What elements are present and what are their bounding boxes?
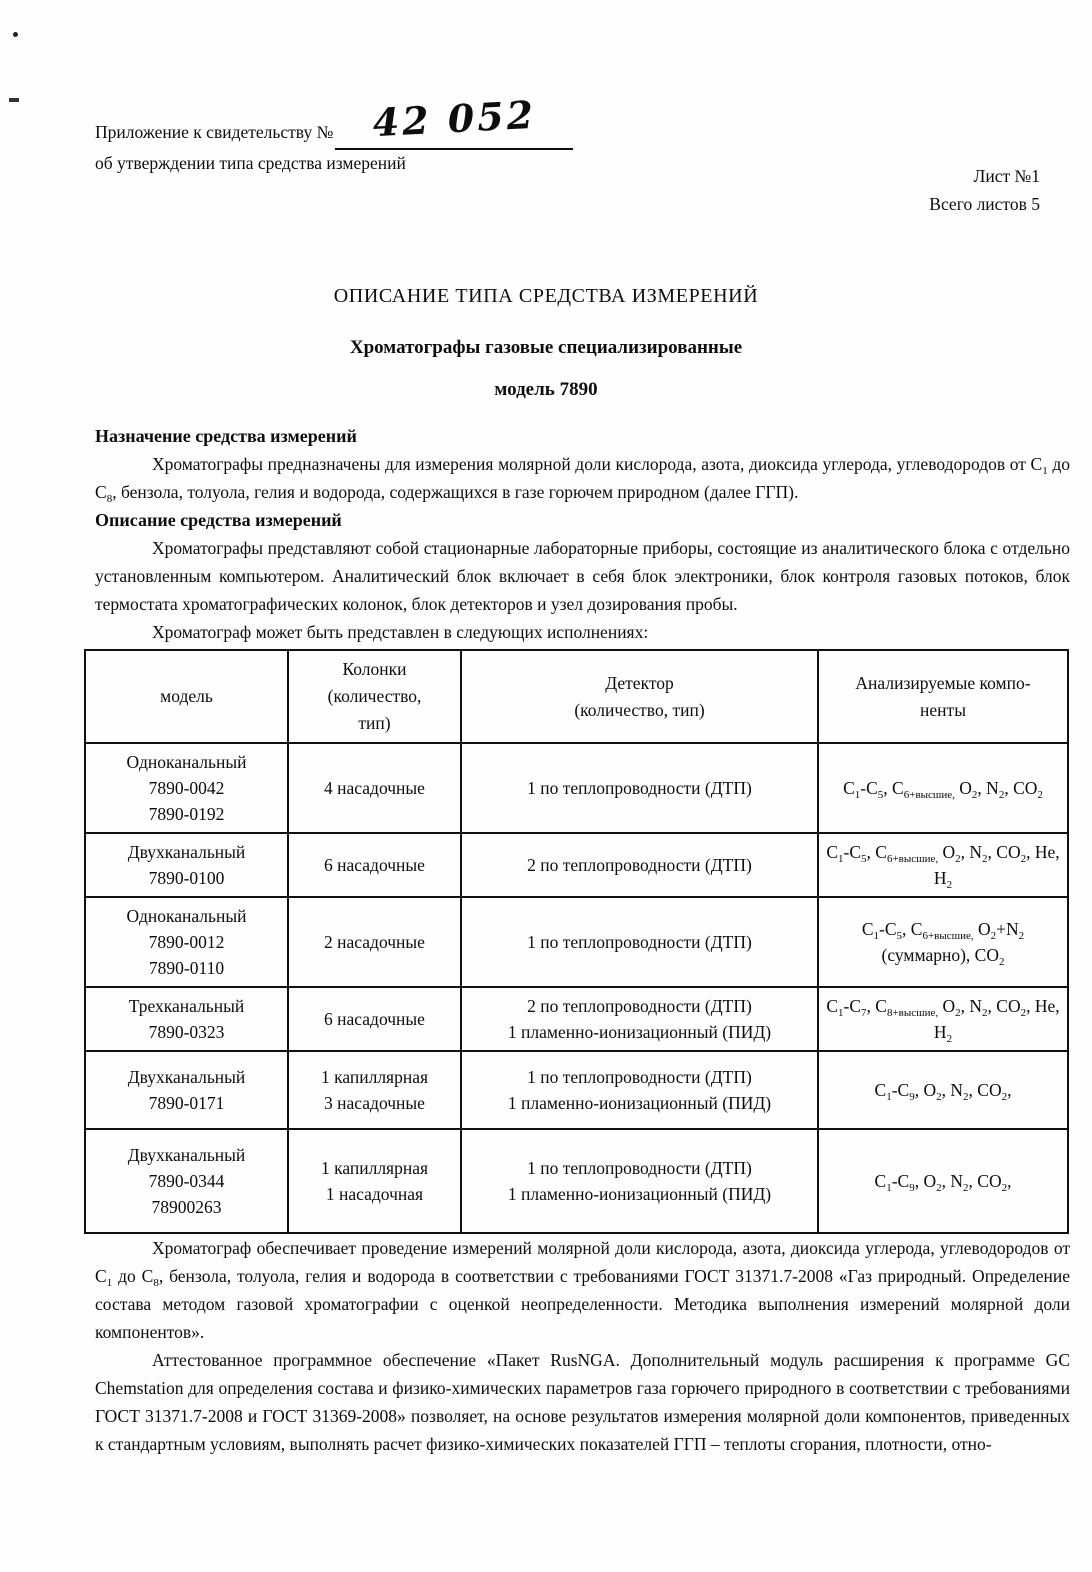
cell-columns: 4 насадочные — [288, 743, 461, 833]
cell-components: $C_1-C_5$, $C_{6+высшие,}$ $O_2$, $N_2$, $CO_2$ — [818, 743, 1068, 833]
table-intro-paragraph: Хроматограф может быть представлен в следующих исполнениях: — [152, 622, 649, 642]
scan-artifact-dot — [13, 32, 18, 37]
models-table — [84, 649, 1069, 1234]
table-header-cell: модель — [85, 650, 288, 743]
table-row — [85, 1051, 1068, 1129]
cell-detector: 1 по теплопроводности (ДТП) — [461, 897, 818, 987]
table-row — [85, 987, 1068, 1051]
cell-columns: 2 насадочные — [288, 897, 461, 987]
purpose-paragraph: Хроматографы предназначены для измерения молярной доли кислорода, азота, диоксида углерода, углеводородов от $C_1$ до $C_8$, бензола, толуола, гелия и водорода, содержащихся в газе горючем природном (далее ГГП). — [95, 454, 1070, 505]
cell-components: $C_1-C_5$, $C_{6+высшие,}$ $O_2+N_2$ (суммарно), $CO_2$ — [818, 897, 1068, 987]
cell-columns: 6 насадочные — [288, 987, 461, 1051]
cell-components: $C_1-C_5$, $C_{6+высшие,}$ $O_2$, $N_2$, $CO_2$, He, $H_2$ — [818, 833, 1068, 897]
annex-line1 — [95, 91, 735, 150]
doc-subtitle: Хроматографы газовые специализированные — [349, 337, 743, 358]
description-paragraph: Хроматографы представляют собой стационарные лабораторные приборы, состоящие из аналитического блока с отдельно установленным компьютером. Аналитический блок включает в себя блок электроники, блок контроля газовых потоков, блок термостата хроматографических колонок, блок детекторов и узел дозирования пробы. — [95, 538, 1070, 614]
table-header-cell: Колонки (количество, тип) — [288, 650, 461, 743]
cell-detector: 2 по теплопроводности (ДТП) — [461, 833, 818, 897]
cell-model: Двухканальный 7890-0171 — [85, 1051, 288, 1129]
cell-model: Одноканальный 7890-0042 7890-0192 — [85, 743, 288, 833]
cell-components: $C_1-C_9$, $O_2$, $N_2$, $CO_2$, — [818, 1051, 1068, 1129]
table-row — [85, 897, 1068, 987]
cell-columns: 6 насадочные — [288, 833, 461, 897]
table-row — [85, 833, 1068, 897]
cell-components: $C_1-C_7$, $C_{8+высшие,}$ $O_2$, $N_2$, $CO_2$, He, $H_2$ — [818, 987, 1068, 1051]
table-header-cell: Детектор (количество, тип) — [461, 650, 818, 743]
section-purpose-heading: Назначение средства измерений — [95, 426, 357, 446]
doc-title: ОПИСАНИЕ ТИПА СРЕДСТВА ИЗМЕРЕНИЙ — [333, 285, 759, 307]
sheet-info — [929, 163, 1040, 218]
cell-detector: 2 по теплопроводности (ДТП) 1 пламенно-ионизационный (ПИД) — [461, 987, 818, 1051]
cell-model: Двухканальный 7890-0344 78900263 — [85, 1129, 288, 1233]
cell-columns: 1 капиллярная 3 насадочные — [288, 1051, 461, 1129]
sheet-number: Лист №1 — [973, 166, 1040, 186]
cell-model: Двухканальный 7890-0100 — [85, 833, 288, 897]
annex-header — [95, 91, 735, 177]
annex-line1-prefix: Приложение к свидетельству № — [95, 122, 334, 142]
cell-detector: 1 по теплопроводности (ДТП) 1 пламенно-ионизационный (ПИД) — [461, 1129, 818, 1233]
main-content — [95, 422, 1070, 1458]
models-table-head-row — [85, 650, 1068, 743]
table-row — [85, 1129, 1068, 1233]
section-description-heading: Описание средства измерений — [95, 510, 342, 530]
annex-number: 42 052 — [371, 91, 537, 146]
scan-artifact-dash — [9, 98, 19, 102]
paragraph-gost: Хроматограф обеспечивает проведение измерений молярной доли кислорода, азота, диоксида углерода, углеводородов от $C_1$ до $C_8$, бензола, толуола, гелия и водорода в соответствии с требованиями ГОСТ 31371.7-2008 «Газ природный. Определение состава методом газовой хроматографии с оценкой неопределенности. Методика выполнения измерений молярной доли компонентов». — [95, 1238, 1071, 1342]
cell-detector: 1 по теплопроводности (ДТП) — [461, 743, 818, 833]
sheets-total: Всего листов 5 — [929, 193, 1040, 214]
cell-components: $C_1-C_9$, $O_2$, $N_2$, $CO_2$, — [818, 1129, 1068, 1233]
table-header-cell: Анализируемые компо- ненты — [818, 650, 1068, 743]
cell-model: Одноканальный 7890-0012 7890-0110 — [85, 897, 288, 987]
cell-model: Трехканальный 7890-0323 — [85, 987, 288, 1051]
annex-number-underline — [335, 91, 573, 150]
paragraph-software: Аттестованное программное обеспечение «Пакет RusNGA. Дополнительный модуль расширения к программе GC Chemstation для определения состава и физико-химических параметров газа горючего природного в соответствии с требованиями ГОСТ 31371.7-2008 и ГОСТ 31369-2008» позволяет, на основе результатов измерения молярной доли компонентов, приведенных к стандартным условиям, выполнять расчет физико-химических показателей ГГП – теплоты сгорания, плотности, отно- — [95, 1350, 1070, 1454]
cell-columns: 1 капиллярная 1 насадочная — [288, 1129, 461, 1233]
table-row — [85, 743, 1068, 833]
cell-detector: 1 по теплопроводности (ДТП) 1 пламенно-ионизационный (ПИД) — [461, 1051, 818, 1129]
models-table-body — [85, 743, 1068, 1233]
annex-line2: об утверждении типа средства измерений — [95, 153, 406, 173]
doc-model-line: модель 7890 — [494, 379, 598, 400]
